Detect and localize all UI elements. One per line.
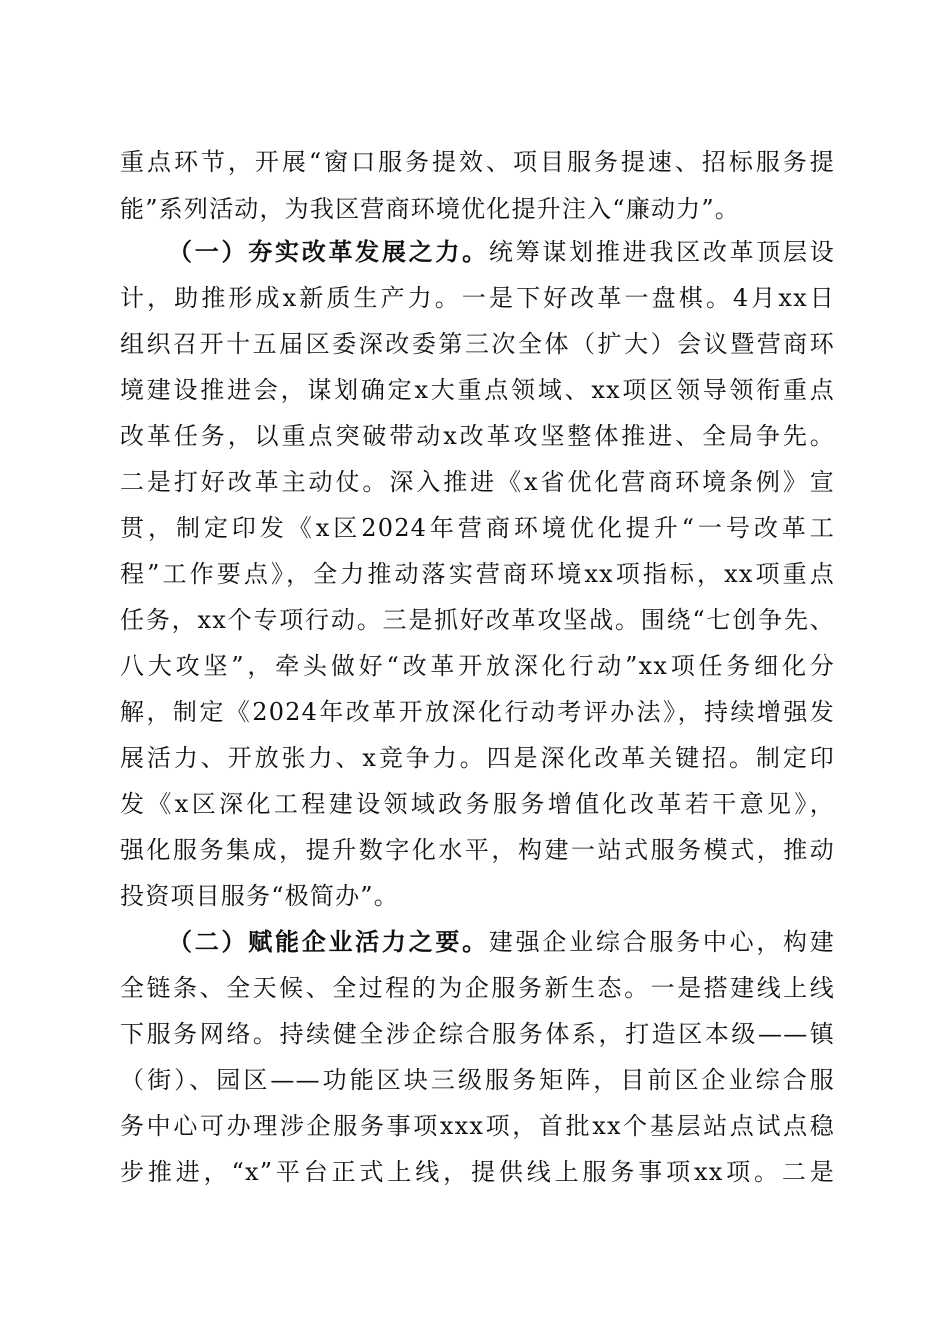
text-line: 展活力、开放张力、x竞争力。四是深化改革关键招。制定印 [120,744,835,772]
text-line: 全链条、全天候、全过程的为企服务新生态。一是搭建线上线 [120,974,835,1002]
section-two-first-line [168,922,835,962]
text-line: 任务，xx个专项行动。三是抓好改革攻坚战。围绕“七创争先、 [120,606,835,634]
text-line: 计，助推形成x新质生产力。一是下好改革一盘棋。4月xx日 [120,284,835,312]
text-line: 组织召开十五届区委深改委第三次全体（扩大）会议暨营商环 [120,330,835,358]
section-one-first-line [168,232,835,272]
text-line: （街）、园区——功能区块三级服务矩阵，目前区企业综合服 [120,1066,835,1094]
text-line: 强化服务集成，提升数字化水平，构建一站式服务模式，推动 [120,836,835,864]
section-heading-one: （一）夯实改革发展之力。 [168,237,489,266]
text-line: 改革任务，以重点突破带动x改革攻坚整体推进、全局争先。 [120,422,835,450]
text-line: 统筹谋划推进我区改革顶层设 [488,238,835,266]
text-line: 能”系列活动，为我区营商环境优化提升注入“廉动力”。 [120,195,741,223]
text-line: 发《x区深化工程建设领域政务服务增值化改革若干意见》， [120,790,835,818]
text-line: 解，制定《2024年改革开放深化行动考评办法》，持续增强发 [120,698,835,726]
text-line: 步推进，“x”平台正式上线，提供线上服务事项xx项。二是 [120,1158,835,1186]
text-line: 境建设推进会，谋划确定x大重点领域、xx项区领导领衔重点 [120,376,835,404]
text-line: 重点环节，开展“窗口服务提效、项目服务提速、招标服务提 [120,148,835,176]
text-line: 投资项目服务“极简办”。 [120,882,399,910]
text-line: 务中心可办理涉企服务事项xxx项，首批xx个基层站点试点稳 [120,1112,835,1140]
text-line: 建强企业综合服务中心，构建 [488,928,835,956]
text-line: 二是打好改革主动仗。深入推进《x省优化营商环境条例》宣 [120,468,835,496]
section-heading-two: （二）赋能企业活力之要。 [168,927,489,956]
text-line: 八大攻坚”，牵头做好“改革开放深化行动”xx项任务细化分 [120,652,835,680]
text-line: 贯，制定印发《x区2024年营商环境优化提升“一号改革工 [120,514,835,542]
text-line: 下服务网络。持续健全涉企综合服务体系，打造区本级——镇 [120,1020,835,1048]
text-line: 程”工作要点》，全力推动落实营商环境xx项指标，xx项重点 [120,560,835,588]
